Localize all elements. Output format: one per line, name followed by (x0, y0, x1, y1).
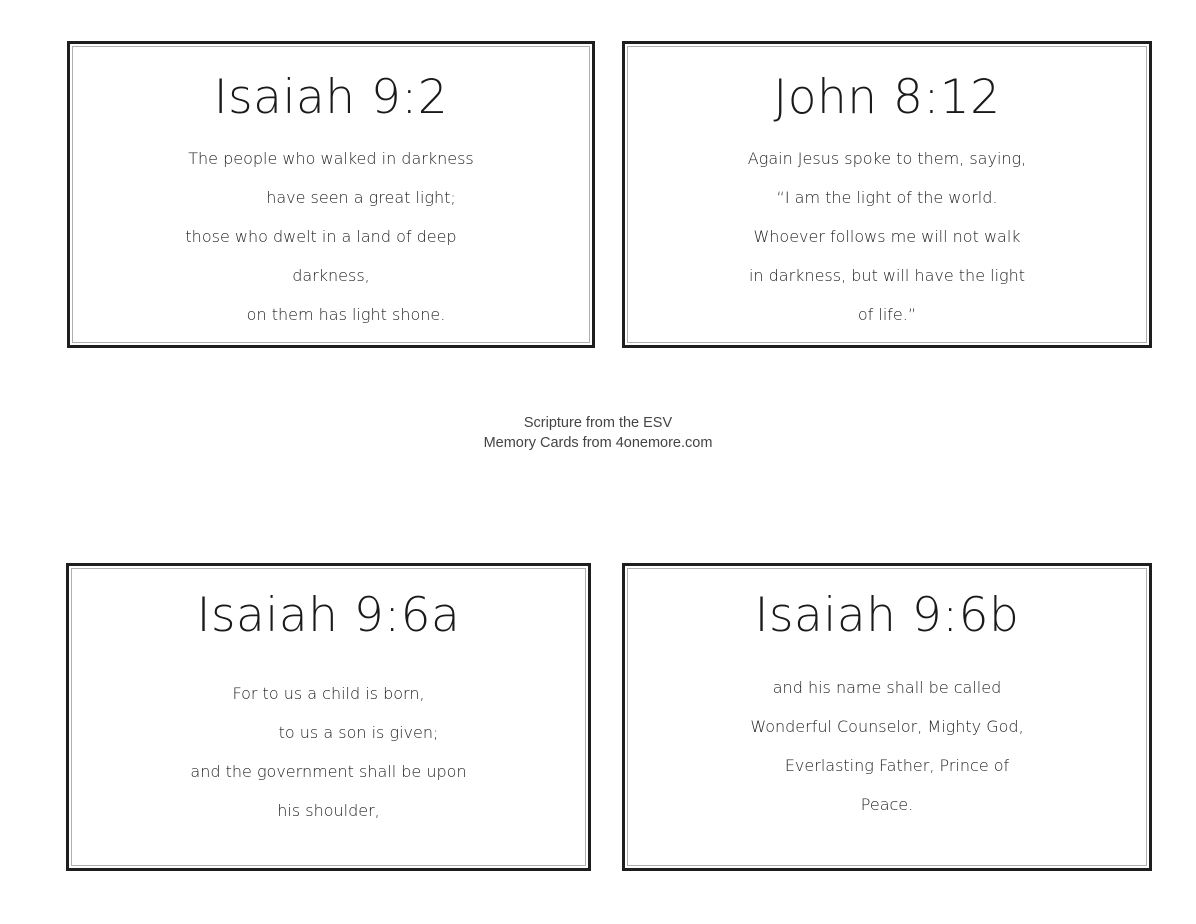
verse-line: of life.” (857, 305, 917, 324)
verse-line: in darkness, but will have the light (748, 266, 1026, 285)
card-verse (625, 668, 1149, 824)
scripture-credit: Scripture from the ESV (523, 415, 673, 431)
verse-line: his shoulder, (277, 801, 380, 820)
memory-card-isaiah-9-6b (622, 563, 1152, 871)
card-reference: Isaiah 9:6b (754, 588, 1020, 643)
credits (0, 413, 1196, 453)
card-verse (625, 139, 1149, 334)
verse-line: Everlasting Father, Prince of (784, 756, 1010, 775)
memory-card-isaiah-9-2 (67, 41, 595, 348)
cards-credit: Memory Cards from 4onemore.com (483, 435, 713, 451)
card-reference: Isaiah 9:6a (196, 588, 461, 643)
card-reference: Isaiah 9:2 (213, 70, 449, 125)
card-verse (69, 674, 588, 830)
memory-card-isaiah-9-6a (66, 563, 591, 871)
verse-line: on them has light shone. (246, 305, 446, 324)
verse-line: those who dwelt in a land of deep (185, 227, 457, 246)
verse-line: Whoever follows me will not walk (753, 227, 1021, 246)
verse-line: darkness, (292, 266, 370, 285)
verse-line: For to us a child is born, (232, 684, 425, 703)
verse-line: Peace. (860, 795, 914, 814)
verse-line: Wonderful Counselor, Mighty God, (750, 717, 1024, 736)
verse-line: The people who walked in darkness (188, 149, 474, 168)
verse-line: and his name shall be called (772, 678, 1002, 697)
card-reference: John 8:12 (773, 70, 1001, 125)
verse-line: have seen a great light; (266, 188, 456, 207)
verse-line: Again Jesus spoke to them, saying, (747, 149, 1027, 168)
memory-card-john-8-12 (622, 41, 1152, 348)
verse-line: to us a son is given; (278, 723, 439, 742)
verse-line: and the government shall be upon (190, 762, 467, 781)
verse-line: “I am the light of the world. (776, 188, 998, 207)
card-verse (70, 139, 592, 334)
